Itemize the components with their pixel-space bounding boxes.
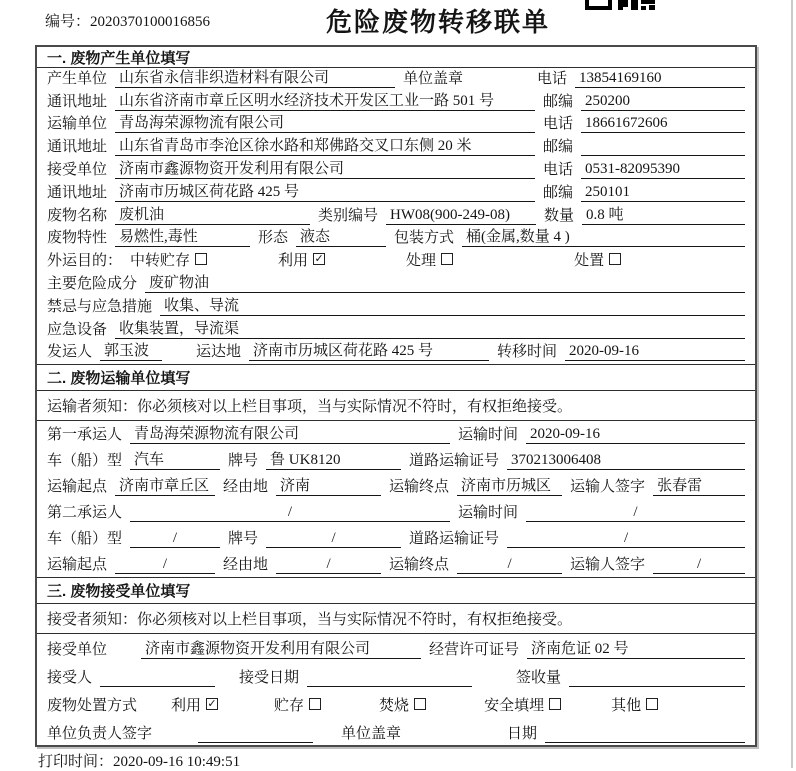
- field-label: 形态: [258, 230, 289, 247]
- field-value: 济南: [276, 474, 381, 496]
- checkbox-label: 贮存: [274, 698, 305, 715]
- checkbox-label: 焚烧: [379, 698, 410, 715]
- field-label: 第一承运人: [47, 427, 123, 444]
- qr-code-fragment-icon: [585, 0, 655, 10]
- notice-text: 接受者须知：你必须核对以上栏目事项，当与实际情况不符时，有权拒绝接受。: [37, 604, 755, 634]
- form-row: [37, 250, 755, 273]
- form-row: [37, 690, 755, 718]
- form-row: [37, 551, 755, 577]
- field-label: 禁忌与应急措施: [47, 298, 153, 315]
- form-row: [37, 159, 755, 182]
- field-value: 山东省青岛市李沧区徐水路和郑佛路交叉口东侧 20 米: [115, 134, 535, 156]
- form-row: [37, 525, 755, 551]
- field-label: 接受人: [47, 670, 93, 687]
- field-label: 发运人: [47, 344, 93, 361]
- field-label: 接受日期: [239, 670, 300, 687]
- field-label: 类别编号: [318, 207, 379, 224]
- field-value: 250200: [581, 93, 745, 111]
- blank-field: [198, 742, 313, 743]
- field-value: 汽车: [130, 448, 220, 470]
- field-value: 济南市历城区: [457, 474, 562, 496]
- notice-text: 运输者须知：你必须核对以上栏目事项，当与实际情况不符时，有权拒绝接受。: [37, 391, 755, 421]
- field-value: /: [653, 556, 745, 574]
- field-label: 牌号: [228, 531, 259, 548]
- checkbox-option: [574, 249, 621, 270]
- section-header: 三. 废物接受单位填写: [37, 578, 755, 604]
- field-value: HW08(900-249-08): [386, 207, 536, 225]
- form-row: [37, 473, 755, 499]
- field-label: 应急设备: [47, 321, 108, 338]
- field-value: 液态: [296, 225, 386, 247]
- field-label: 废物特性: [47, 230, 108, 247]
- field-value: 废机油: [115, 203, 310, 225]
- section-header: 二. 废物运输单位填写: [37, 365, 755, 391]
- field-label: 通讯地址: [47, 93, 108, 110]
- field-label: 邮编: [543, 139, 574, 156]
- checkbox-unchecked-icon: [646, 698, 658, 710]
- field-label: 第二承运人: [47, 505, 123, 522]
- field-value: /: [130, 504, 450, 522]
- checkbox-label: 安全填埋: [484, 698, 545, 715]
- field-label: 运达地: [196, 344, 242, 361]
- field-value: 0.8 吨: [582, 203, 745, 225]
- field-label: 运输时间: [458, 427, 519, 444]
- field-label: 通讯地址: [47, 184, 108, 201]
- field-label: 邮编: [543, 184, 574, 201]
- field-label: 主要危险成分: [47, 275, 138, 292]
- field-value: 济南市历城区荷花路 425 号: [249, 339, 489, 361]
- field-label: 通讯地址: [47, 139, 108, 156]
- checkbox-checked-icon: ✓: [314, 252, 324, 266]
- form-row: [37, 342, 755, 365]
- field-value: 18661672606: [581, 115, 745, 133]
- document-header: [0, 0, 796, 45]
- print-time-label: 打印时间：: [38, 754, 114, 770]
- field-value: 济南市章丘区: [115, 474, 215, 496]
- checkbox-option: [379, 694, 426, 715]
- field-value: 济南市历城区荷花路 425 号: [115, 180, 535, 202]
- checkbox-label: 利用: [278, 253, 309, 270]
- field-label: 电话: [543, 116, 574, 133]
- field-value: /: [507, 530, 745, 548]
- checkbox-option: [406, 249, 453, 270]
- field-label: 废物处置方式: [47, 698, 138, 715]
- checkbox-label: 处理: [406, 253, 437, 270]
- field-value: 0531-82095390: [581, 161, 745, 179]
- field-label: 数量: [544, 207, 575, 224]
- field-label: 运输起点: [47, 557, 108, 574]
- field-label: 废物名称: [47, 207, 108, 224]
- form-section: [37, 577, 755, 746]
- field-label: 牌号: [228, 453, 259, 470]
- blank-field: [581, 155, 745, 156]
- serial-label: 编号：: [45, 14, 91, 30]
- field-label: 单位盖章: [403, 70, 464, 87]
- form-row: [37, 296, 755, 319]
- checkbox-option: [484, 694, 561, 715]
- field-label: 单位盖章: [341, 726, 402, 743]
- form-row: [37, 228, 755, 251]
- field-value: /: [115, 556, 215, 574]
- field-label: 接受单位: [47, 161, 108, 178]
- field-value: 桶(金属,数量 4 ): [462, 225, 745, 247]
- field-label: 道路运输证号: [409, 453, 500, 470]
- field-label: 日期: [507, 726, 538, 743]
- field-label: 转移时间: [497, 344, 558, 361]
- section-header: 一. 废物产生单位填写: [37, 47, 755, 68]
- field-value: 13854169160: [575, 70, 745, 88]
- field-label: 电话: [543, 161, 574, 178]
- form-row: [37, 205, 755, 228]
- field-value: 鲁 UK8120: [266, 448, 401, 470]
- field-label: 包装方式: [394, 230, 455, 247]
- field-value: 山东省济南市章丘区明水经济技术开发区工业一路 501 号: [115, 89, 535, 111]
- checkbox-label: 中转贮存: [130, 253, 191, 270]
- manifest-form: [35, 45, 757, 747]
- form-row: [37, 447, 755, 473]
- field-label: 经营许可证号: [429, 642, 520, 659]
- field-value: 济南危证 02 号: [527, 637, 745, 659]
- field-value: 2020-09-16: [526, 426, 745, 444]
- field-label: 运输起点: [47, 479, 108, 496]
- field-label: 签收量: [516, 670, 562, 687]
- checkbox-option: [274, 694, 321, 715]
- field-label: 接受单位: [47, 642, 108, 659]
- form-row: [37, 718, 755, 746]
- blank-field: [545, 742, 745, 743]
- field-value: 收集、导流: [160, 294, 745, 316]
- field-label: 运输终点: [389, 557, 450, 574]
- form-row: [37, 662, 755, 690]
- checkbox-label: 处置: [574, 253, 605, 270]
- page-edge-divider: [791, 0, 793, 768]
- field-value: /: [457, 556, 562, 574]
- form-row: [37, 182, 755, 205]
- checkbox-option: [611, 694, 658, 715]
- field-label: 经由地: [223, 557, 269, 574]
- checkbox-label: 其他: [611, 698, 642, 715]
- blank-field: [307, 686, 472, 687]
- blank-field: [100, 686, 215, 687]
- form-row: [37, 319, 755, 342]
- field-label: 运输单位: [47, 116, 108, 133]
- field-value: 250101: [581, 184, 745, 202]
- form-section: [37, 364, 755, 577]
- field-value: 收集装置，导流渠: [115, 317, 745, 339]
- field-label: 产生单位: [47, 70, 108, 87]
- field-value: 郭玉波: [100, 339, 162, 361]
- checkbox-unchecked-icon: [609, 253, 621, 265]
- page-title: 危险废物转移联单: [326, 7, 551, 37]
- serial-number: 2020370100016856: [90, 14, 211, 30]
- form-row: [37, 273, 755, 296]
- field-value: 2020-09-16: [565, 343, 745, 361]
- field-value: /: [130, 530, 220, 548]
- field-label: 运输时间: [458, 505, 519, 522]
- field-label: 车（船）型: [47, 531, 123, 548]
- field-label: 经由地: [223, 479, 269, 496]
- serial-number-line: [45, 10, 210, 31]
- checkbox-unchecked-icon: [309, 698, 321, 710]
- form-row: [37, 421, 755, 447]
- field-label: 运输终点: [389, 479, 450, 496]
- field-value: 济南市鑫源物资开发利用有限公司: [115, 157, 535, 179]
- form-row: [37, 114, 755, 137]
- field-label: 电话: [537, 70, 568, 87]
- field-value: 青岛海荣源物流有限公司: [115, 111, 535, 133]
- checkbox-option: [130, 249, 207, 270]
- field-value: 青岛海荣源物流有限公司: [130, 422, 450, 444]
- field-value: 张春雷: [653, 474, 745, 496]
- field-value: 易燃性,毒性: [115, 225, 250, 247]
- checkbox-unchecked-icon: [195, 253, 207, 265]
- field-label: 车（船）型: [47, 453, 123, 470]
- field-value: 370213006408: [507, 452, 745, 470]
- field-label: 单位负责人签字: [47, 726, 153, 743]
- field-value: /: [526, 504, 745, 522]
- field-value: /: [276, 556, 381, 574]
- checkbox-label: 利用: [171, 698, 202, 715]
- checkbox-checked-icon: ✓: [207, 697, 217, 711]
- checkbox-option: [278, 249, 325, 270]
- checkbox-unchecked-icon: [441, 253, 453, 265]
- field-value: 山东省永信非织造材料有限公司: [115, 66, 395, 88]
- form-row: [37, 634, 755, 662]
- checkbox-option: [171, 694, 218, 715]
- print-time-value: 2020-09-16 10:49:51: [113, 754, 241, 770]
- form-row: [37, 68, 755, 91]
- form-row: [37, 499, 755, 525]
- form-section: [37, 47, 755, 364]
- field-label: 外运目的：: [47, 253, 123, 270]
- field-value: 废矿物油: [145, 271, 745, 293]
- field-label: 运输人签字: [570, 557, 646, 574]
- field-value: 济南市鑫源物资开发利用有限公司: [141, 637, 421, 659]
- field-value: /: [266, 530, 401, 548]
- checkbox-unchecked-icon: [549, 698, 561, 710]
- field-label: 道路运输证号: [409, 531, 500, 548]
- field-label: 运输人签字: [570, 479, 646, 496]
- checkbox-unchecked-icon: [414, 698, 426, 710]
- form-row: [37, 136, 755, 159]
- field-label: 邮编: [543, 93, 574, 110]
- blank-field: [569, 686, 745, 687]
- form-row: [37, 91, 755, 114]
